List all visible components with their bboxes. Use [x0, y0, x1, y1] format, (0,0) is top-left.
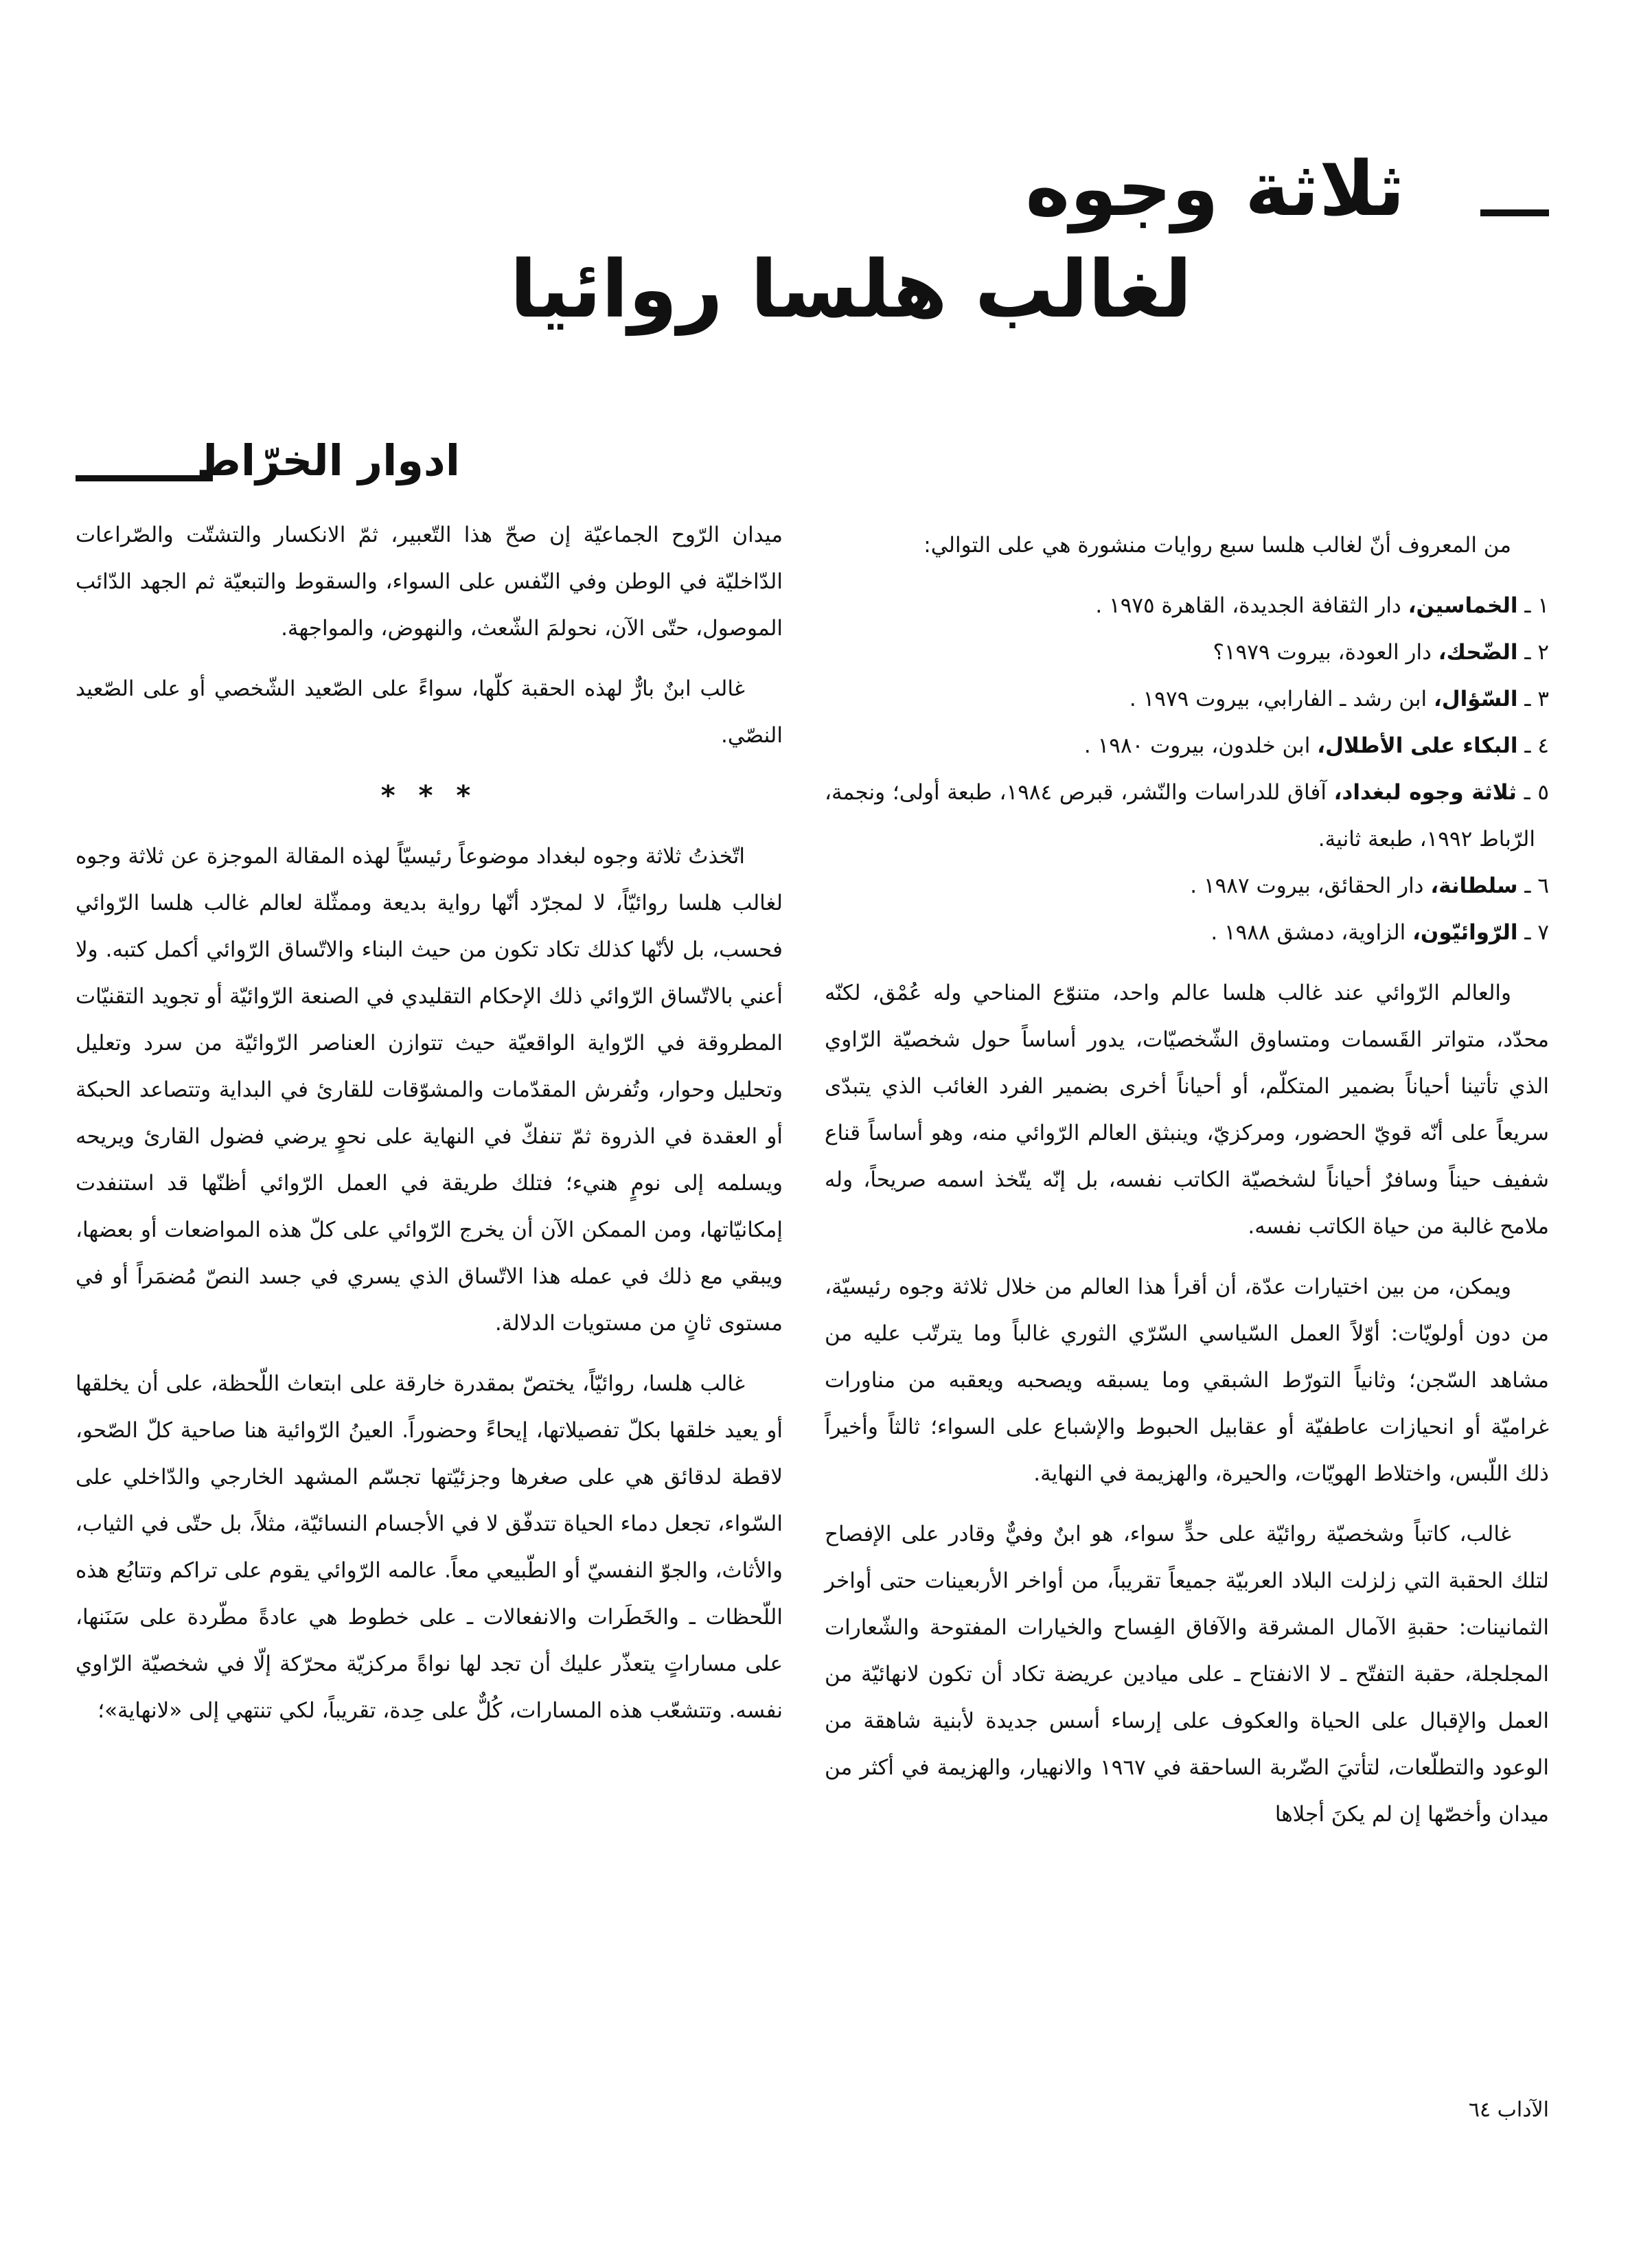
body-paragraph: غالب، كاتباً وشخصيّة روائيّة على حدٍّ سواء، هو ابنٌ وفيٌّ وقادر على الإفصاح لتلك الحقبة التي زلزلت البلاد العربيّة جميعاً تقريباً، من أواخر الأربعينات حتى أواخر الثمانينات: حقبةِ الآمال المشرقة والآفاق الفِساح والخيارات المفتوحة والشّعارات المجلجلة، حقبة التفتّح ـ لا الانفتاح ـ على ميادين عريضة تكاد أن تكون لانهائيّة من العمل والإقبال على الحياة والعكوف على إرساء أسس جديدة لأبنية شاهقة من الوعود والتطلّعات، لتأتيَ الضّربة الساحقة في ١٩٦٧ والانهيار، والهزيمة في أكثر من ميدان وأخصّها إن لم يكنَ أجلاها [825, 1522, 1549, 1827]
novel-title: سلطانة، [1430, 874, 1518, 898]
body-paragraph: ويمكن، من بين اختيارات عدّة، أن أقرأ هذا العالم من خلال ثلاثة وجوه رئيسيّة، من دون أولويّات: أوّلاً العمل السّياسي السّرّي الثوري غالباً وما يترتّب عليه من مشاهد السّجن؛ وثانياً التورّط الشبقي وما يسبقه ويصحبه ويعقبه من مناورات غراميّة أو انحيازات عاطفيّة أو عقابيل الحبوط والإشباع على السواء؛ ثالثاً وأخيراً ذلك اللّبس، واختلاط الهويّات، والحيرة، والهزيمة في النهاية. [825, 1275, 1549, 1486]
novel-title: السّؤال، [1434, 687, 1518, 711]
section-separator: * * * [380, 780, 478, 812]
body-paragraph: اتّخذتُ ثلاثة وجوه لبغداد موضوعاً رئيسيّاً لهذه المقالة الموجزة عن ثلاثة وجوه لغالب هلسا روائيّاً، لا لمجرّد أنّها رواية بديعة وممثّلة لعالم غالب هلسا الرّوائي فحسب، بل لأنّها كذلك تكاد تكون من حيث البناء والاتّساق الرّوائي أكمل كتبه. ولا أعني بالاتّساق الرّوائي ذلك الإحكام التقليدي في الصنعة الرّوائيّة أو تجويد التقنيّات المطروقة في الرّواية الواقعيّة حيث تتوازن العناصر الرّوائيّة من سرد وتعليل وتحليل وحوار، وتُفرش المقدّمات والمشوّقات للقارئ في البداية وتتصاعد الحبكة أو العقدة في الذروة ثمّ تنفكّ في النهاية على نحوٍ يرضي فضول القارئ ويريحه ويسلمه إلى نومٍ هنيء؛ فتلك طريقة في العمل الرّوائي أظنّها قد استنفدت إمكانيّاتها، ومن الممكن الآن أن يخرج الرّوائي على كلّ هذه المواضعات أو بعضها، ويبقي مع ذلك في عمله هذا الاتّساق الذي يسري في جسد النصّ مُضمَراً أو في مستوى ثانٍ من مستويات الدلالة. [76, 844, 783, 1336]
title-line-1: ثلاثة وجوه [1025, 145, 1405, 233]
title-rule [1480, 209, 1549, 216]
body-paragraph: غالب هلسا، روائيّاً، يختصّ بمقدرة خارقة على ابتعاث اللّحظة، على أن يخلقها أو يعيد خلقها بكلّ تفصيلاتها، إيحاءً وحضوراً. العينُ الرّوائية هنا صاحية كلّ الصّحو، لاقطة لدقائق هي على صغرها وجزئيّتها تجسّم المشهد الخارجي والدّاخلي على السّواء، تجعل دماء الحياة تتدفّق لا في الأجسام النسائيّة، مثلاً، بل حتّى في الثياب، والأثاث، والجوّ النفسيّ أو الطّبيعي معاً. عالمه الرّوائي يقوم على تراكم وتتابُع هذه اللّحظات ـ والخَطَرات والانفعالات ـ على خطوط هي عادةً مطّردة على سَنَنها، على مساراتٍ يتعذّر عليك أن تجد لها نواةً مركزيّة محرّكة إلّا في شخصيّة الرّاوي نفسه. وتتشعّب هذه المسارات، كُلٌّ على حِدة، تقريباً، لكي تنتهي إلى «لانهاية»؛ [76, 1371, 783, 1723]
novel-item: ٦ ـ سلطانة، دار الحقائق، بيروت ١٩٨٧ . [1190, 874, 1549, 898]
novel-item: ٧ ـ الرّوائيّون، الزاوية، دمشق ١٩٨٨ . [1211, 920, 1549, 945]
body-paragraph: ميدان الرّوح الجماعيّة إن صحّ هذا التّعبير، ثمّ الانكسار والتشتّت والصّراعات الدّاخليّة في الوطن وفي النّفس على السواء، والسقوط والتبعيّة ثم الجهد الدّائب الموصول، حتّى الآن، نحولمَ الشّعث، والنهوض، والمواجهة. [76, 523, 783, 641]
novel-item: ٥ ـ ثلاثة وجوه لبغداد، آفاق للدراسات والنّشر، قبرص ١٩٨٤، طبعة أولى؛ ونجمة، الرّباط ١٩٩٢، طبعة ثانية. [825, 780, 1550, 852]
right-column [825, 522, 1549, 1851]
novel-title: البكاء على الأطلال، [1317, 733, 1518, 758]
novel-item: ١ ـ الخماسين، دار الثقافة الجديدة، القاهرة ١٩٧٥ . [1095, 593, 1549, 618]
body-paragraph: غالب ابنٌ بارٌّ لهذه الحقبة كلّها، سواءً على الصّعيد الشّخصي أو على الصّعيد النصّي. [76, 676, 783, 748]
novel-title: الرّوائيّون، [1412, 920, 1518, 945]
author-name: ادوار الخرّاط [196, 435, 460, 486]
novel-title: الضّحك، [1438, 640, 1518, 665]
intro-paragraph: من المعروف أنّ لغالب هلسا سبع روايات منشورة هي على التوالي: [923, 533, 1511, 558]
title-line-2: لغالب هلسا روائيا [509, 244, 1192, 336]
novel-item: ٢ ـ الضّحك، دار العودة، بيروت ١٩٧٩؟ [1213, 640, 1549, 665]
novel-item: ٣ ـ السّؤال، ابن رشد ـ الفارابي، بيروت ١٩٧٩ . [1129, 687, 1549, 711]
page-footer: الآداب ٦٤ [1468, 2098, 1549, 2122]
novels-list [825, 582, 1549, 956]
author-rule-left [76, 475, 213, 481]
novel-item: ٤ ـ البكاء على الأطلال، ابن خلدون، بيروت ١٩٨٠ . [1083, 733, 1549, 758]
novel-title: الخماسين، [1408, 593, 1518, 618]
body-paragraph: والعالم الرّوائي عند غالب هلسا عالم واحد، متنوّع المناحي وله عُمْق، لكنّه محدّد، متواتر القَسمات ومتساوق الشّخصيّات، يدور أساساً حول شخصيّة الرّاوي الذي تأتينا أحياناً بضمير المتكلّم، أو أحياناً أخرى بضمير الفرد الغائب الذي يتبدّى سريعاً على أنّه قويّ الحضور، ومركزيّ، وينبثق العالم الرّوائي منه، وهو أساساً قناع شفيف حيناً وسافرٌ أحياناً لشخصيّة الكاتب نفسه، بل إنّه يتّخذ اسمه صريحاً، وله ملامح غالبة من حياة الكاتب نفسه. [825, 981, 1549, 1239]
left-column [76, 512, 783, 1748]
author-byline [76, 435, 693, 515]
novel-title: ثلاثة وجوه لبغداد، [1333, 780, 1517, 805]
